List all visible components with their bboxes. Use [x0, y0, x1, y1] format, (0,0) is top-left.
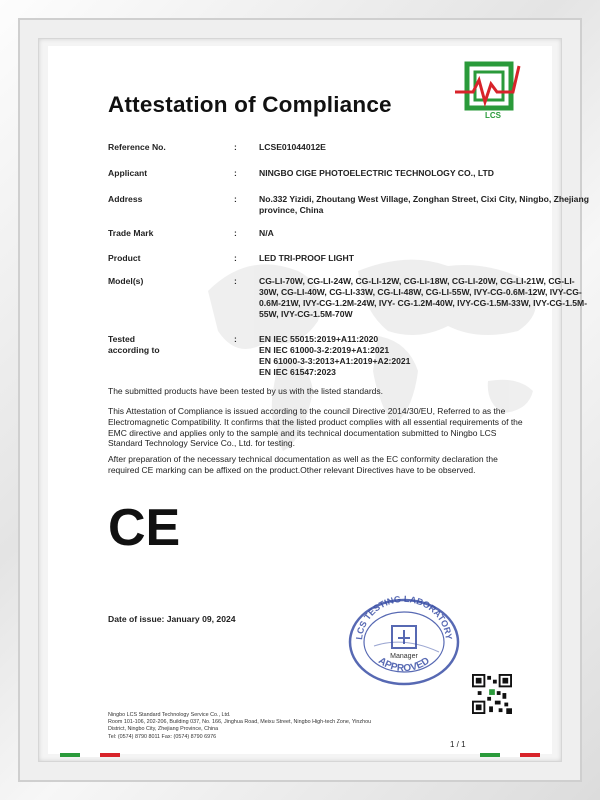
field-value: N/A	[259, 228, 274, 238]
field-label: Reference No.	[108, 142, 166, 152]
field-colon: :	[234, 253, 237, 263]
stamp-center-text: Manager	[390, 653, 418, 660]
field-value: EN IEC 55015:2019+A11:2020 EN IEC 61000-3-2:2019+A1:2021 EN 61000-3-3:2013+A1:2019+A2:2021 EN IEC 61547:2023	[259, 334, 411, 377]
field-label: Model(s)	[108, 276, 144, 286]
certificate-paper	[48, 46, 589, 754]
field-label: Trade Mark	[108, 228, 154, 238]
footer-line: Room 101-106, 202-206, Building 037, No. 166, Jinghua Road, Meixu Street, Ningbo High-tech Zone, Yinzhou	[108, 719, 372, 726]
field-value: LCSE01044012E	[259, 142, 326, 152]
footer-line: District, Ningbo City, Zhejiang Province, China	[108, 726, 219, 733]
field-value: No.332 Yizidi, Zhoutang West Village, Zonghan Street, Cixi City, Ningbo, Zhejiang province, China	[259, 194, 589, 215]
lcs-logo	[453, 58, 533, 120]
field-label: Product	[108, 253, 141, 263]
field-colon: :	[234, 194, 237, 204]
field-label: Address	[108, 194, 143, 204]
field-colon: :	[234, 276, 237, 286]
footer-line: Ningbo LCS Standard Technology Service Co., Ltd.	[108, 712, 231, 718]
ce-mark-text: CE	[108, 499, 181, 557]
qr-code-icon	[472, 674, 512, 714]
date-of-issue: Date of issue: January 09, 2024	[108, 614, 236, 624]
paragraph-ce-marking: After preparation of the necessary technical documentation as well as the EC conformity declaration the required CE marking can be affixed on the product.Other relevant Directives have to be observed.	[108, 454, 498, 475]
logo-text: LCS	[485, 111, 501, 120]
ce-mark-icon	[108, 499, 188, 557]
field-label: Tested according to	[108, 334, 160, 355]
field-value: LED TRI-PROOF LIGHT	[259, 253, 355, 263]
italian-flag-right	[480, 744, 540, 748]
page-title: Attestation of Compliance	[108, 92, 392, 117]
field-colon: :	[234, 168, 237, 178]
italian-flag-left	[60, 744, 120, 748]
paragraph-tested: The submitted products have been tested by us with the listed standards.	[108, 386, 383, 396]
field-colon: :	[234, 228, 237, 238]
stamp-top-text: LCS TESTING LABORATORY	[354, 593, 454, 641]
approved-stamp	[344, 586, 464, 686]
field-colon: :	[234, 142, 237, 152]
field-value: NINGBO CIGE PHOTOELECTRIC TECHNOLOGY CO., LTD	[259, 168, 494, 178]
paragraph-attestation: This Attestation of Compliance is issued according to the council Directive 2014/30/EU, Referred to as the Electromagnetic Compatibility. It confirms that the listed product complies with all essential requirements of the EMC directive and applies only to the sample and its technical documentation submitted to Ningbo LCS Standard Technology Service Co., Ltd. for testing.	[108, 406, 523, 449]
footer-line: Tel: (0574) 8790 8011 Fax: (0574) 8790 6976	[108, 733, 217, 740]
footer-address	[108, 712, 468, 741]
page-number: 1 / 1	[450, 740, 466, 749]
stamp-bottom-text: APPROVED	[376, 655, 432, 675]
field-value: CG-LI-70W, CG-LI-24W, CG-LI-12W, CG-LI-18W, CG-LI-20W, CG-LI-21W, CG-LI-30W, CG-LI-40W, CG-LI-33W, CG-LI-48W, CG-LI-55W, IVY-CG-0.6M-12W, IVY-CG-0.6M-21W, IVY-CG-1.2M-24W, IVY- CG-1.2M-40W, IVY-CG-1.5M-33W, IVY-CG-1.5M-55W, IVY-CG-1.5M-70W	[259, 276, 588, 319]
field-label: Applicant	[108, 168, 148, 178]
field-colon: :	[234, 334, 237, 344]
